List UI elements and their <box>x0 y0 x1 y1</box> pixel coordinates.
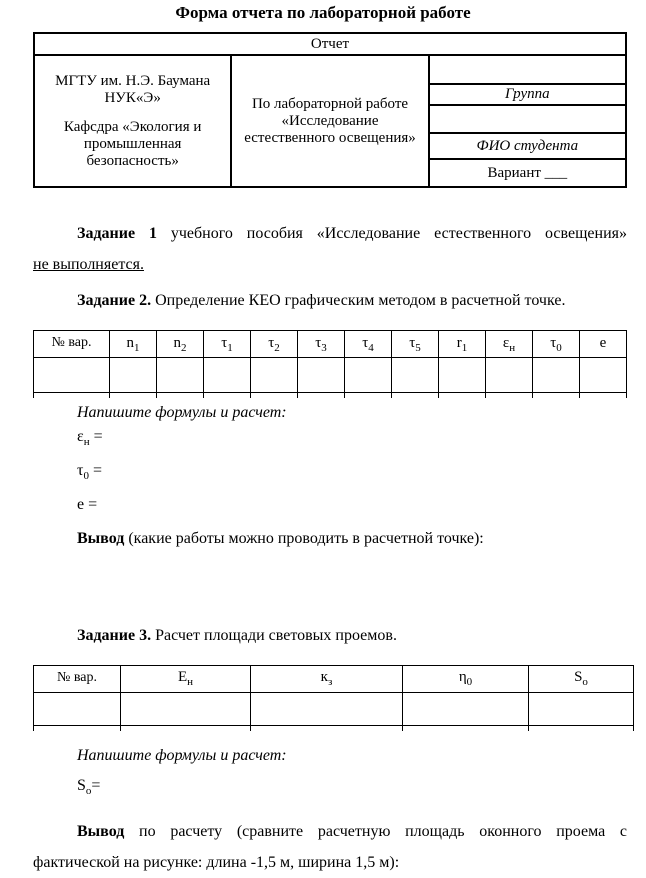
task2-title: Задание 2. Определение КЕО графическим методом в расчетной точке. <box>77 292 566 309</box>
table-cell-empty[interactable] <box>403 692 529 725</box>
task3-table-header-row <box>34 665 634 692</box>
task1-underlined-note: не выполняется. <box>33 256 144 273</box>
task2-conclusion: Вывод (какие работы можно проводить в расчетной точке): <box>77 529 484 547</box>
task2-table <box>33 330 627 398</box>
task3-formulas-label: Напишите формулы и расчет: <box>77 746 287 764</box>
table-cut-stub-row <box>34 393 627 399</box>
table-cell-empty[interactable] <box>345 358 392 393</box>
table-cell-empty[interactable] <box>439 358 486 393</box>
variant-label[interactable]: Вариант ___ <box>429 159 626 187</box>
table-cut-stub-row <box>34 725 634 731</box>
group-label: Группа <box>429 84 626 105</box>
task2-heading: Задание 2. <box>77 292 152 309</box>
task3-conclusion-line2: фактической на рисунке: длина -1,5 м, ширина 1,5 м): <box>33 853 400 871</box>
task3-table-input-row <box>34 692 634 725</box>
table-cell-empty[interactable] <box>34 692 121 725</box>
task3-conclusion <box>33 816 627 878</box>
university-name: МГТУ им. Н.Э. Баумана НУК«Э» <box>55 72 211 106</box>
formula-e: е = <box>77 496 98 514</box>
formula-S-o: $S_о=$ <box>77 776 101 797</box>
group-input-cell[interactable] <box>429 55 626 84</box>
task1-line2 <box>33 249 627 280</box>
table-cell-empty[interactable] <box>298 358 345 393</box>
university-cell <box>34 55 231 187</box>
task2-table-input-row <box>34 358 627 393</box>
col-header-tau3: $\tau_3$ <box>298 331 345 358</box>
col-header-tau5: $\tau_5$ <box>392 331 439 358</box>
task1-paragraph <box>33 218 627 280</box>
table-cell-empty[interactable] <box>529 692 634 725</box>
col-header-r1: $r_1$ <box>439 331 486 358</box>
table-cell-empty[interactable] <box>251 358 298 393</box>
col-header-n1: $n_1$ <box>110 331 157 358</box>
report-label-cell: Отчет <box>34 33 626 55</box>
formula-epsilon-n: $\varepsilon_н$ = <box>77 428 103 449</box>
col-header-S-o: $S_о$ <box>529 665 634 692</box>
col-header-tau2: $\tau_2$ <box>251 331 298 358</box>
page-title: Форма отчета по лабораторной работе <box>175 3 471 22</box>
student-name-input-cell[interactable] <box>429 105 626 133</box>
task2-table-header-row <box>34 331 627 358</box>
table-cell-empty[interactable] <box>251 692 403 725</box>
work-title-cell: По лабораторной работе «Исследование естественного освещения» <box>231 55 428 187</box>
col-header-epsilon-n: $\varepsilon_н$ <box>486 331 533 358</box>
task3-heading: Задание 3. <box>77 626 152 644</box>
formula-tau0: $\tau_0$ = <box>77 462 102 483</box>
col-header-tau0: $\tau_0$ <box>533 331 580 358</box>
table-cell-empty[interactable] <box>157 358 204 393</box>
department-name: Кафсдра «Экология и промышленная безопасность» <box>63 118 202 169</box>
task3-table <box>33 665 634 731</box>
spacer <box>39 107 226 119</box>
table-cell-empty[interactable] <box>580 358 627 393</box>
col-header-e: e <box>580 331 627 358</box>
col-header-tau4: $\tau_4$ <box>345 331 392 358</box>
col-header-variant: № вар. <box>34 665 121 692</box>
col-header-n2: $n_2$ <box>157 331 204 358</box>
table-cell-empty[interactable] <box>533 358 580 393</box>
table-cell-empty[interactable] <box>486 358 533 393</box>
table-cell-empty[interactable] <box>110 358 157 393</box>
task1-heading: Задание 1 <box>77 225 157 242</box>
student-label: ФИО студента <box>429 133 626 159</box>
task3-title: Задание 3. Расчет площади световых проемов. <box>77 626 397 644</box>
task2-formulas-label: Напишите формулы и расчет: <box>77 404 287 421</box>
col-header-tau1: $\tau_1$ <box>204 331 251 358</box>
table-cell-empty[interactable] <box>204 358 251 393</box>
report-header-table <box>33 32 627 188</box>
table-cell-empty[interactable] <box>392 358 439 393</box>
table-cell-empty[interactable] <box>34 358 110 393</box>
col-header-k-z: $к_з$ <box>251 665 403 692</box>
table-cell-empty[interactable] <box>121 692 251 725</box>
col-header-eta0: $\eta_0$ <box>403 665 529 692</box>
task1-line1: Задание 1 учебного пособия «Исследование естественного освещения» <box>77 225 628 242</box>
col-header-variant: № вар. <box>34 331 110 358</box>
col-header-E-n: $Е_н$ <box>121 665 251 692</box>
task3-conclusion-line1: Вывод по расчету (сравните расчетную площадь оконного проема с <box>77 822 627 840</box>
